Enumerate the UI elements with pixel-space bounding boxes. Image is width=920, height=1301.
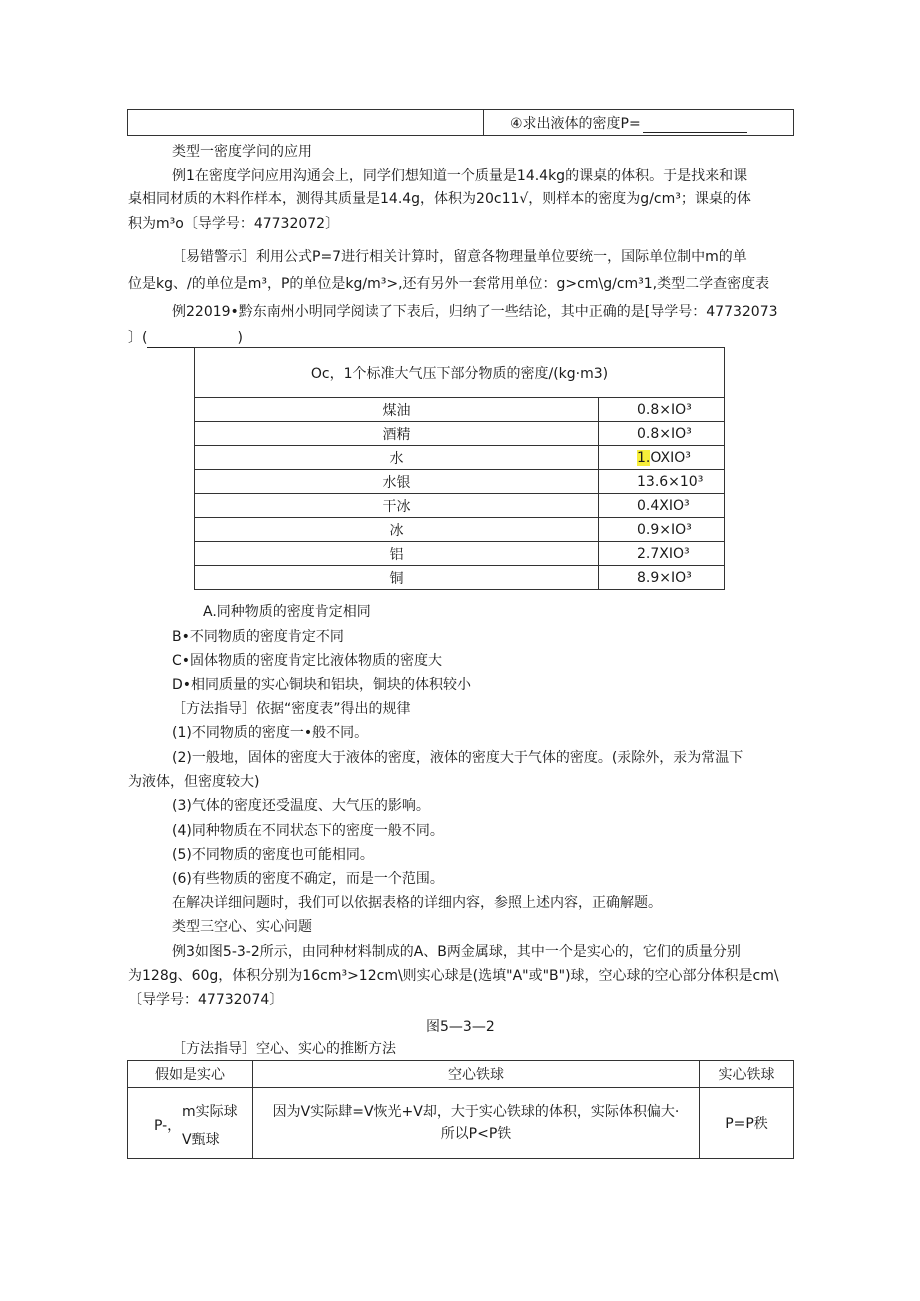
density-formula — [128, 1088, 253, 1159]
table-row: 水银 13.6×10³ — [195, 470, 725, 494]
answer-blank — [147, 333, 237, 348]
type1-heading: 类型一密度学问的应用 — [172, 144, 312, 160]
method-table-col1: 假如是实心 — [128, 1061, 253, 1088]
method1-item-2-cont: 为液体，但密度较大) — [128, 774, 260, 790]
table-row: 冰 0.9×IO³ — [195, 518, 725, 542]
example3-line2: 为128g、60g，体积分别为16cm³>12cm\则实心球是(选填"A"或"B")球，空心球的空心部分体积是cm\ — [128, 968, 779, 984]
top-table — [127, 109, 794, 136]
method-table-col3: 实心铁球 — [700, 1061, 794, 1088]
example1-line1: 例1在密度学问应用沟通会上，同学们想知道一个质量是14.4kg的课桌的体积。于是找来和课 — [172, 168, 748, 184]
example2-line2: 〕( ) — [128, 330, 243, 346]
top-table-cell-empty — [128, 110, 484, 136]
method1-heading: ［方法指导］依据“密度表”得出的规律 — [172, 701, 411, 717]
example3-line3: 〔导学号：47732074〕 — [128, 992, 284, 1008]
highlight-mark: 1. — [637, 449, 651, 466]
table-row: 铜 8.9×IO³ — [195, 566, 725, 590]
solid-result: P=P秩 — [700, 1088, 794, 1159]
answer-blank — [643, 118, 747, 133]
option-b: B•不同物质的密度肯定不同 — [172, 629, 344, 645]
warning-line2: 位是kg、/的单位是m³，P的单位是kg∕m³>,还有另外一套常用单位：g>cm\g∕cm³1,类型二学查密度表 — [128, 276, 770, 292]
table-row: 干冰 0.4XIO³ — [195, 494, 725, 518]
option-c: C•固体物质的密度肯定比液体物质的密度大 — [172, 653, 443, 669]
formula-p: P-， — [154, 1118, 182, 1134]
method-table — [127, 1060, 794, 1159]
method1-item-4: (4)同种物质在不同状态下的密度一般不同。 — [172, 823, 444, 839]
method1-item-1: (1)不同物质的密度一•般不同。 — [172, 725, 369, 741]
top-table-cell-question: ④求出液体的密度P= — [484, 110, 794, 136]
example1-line3: 积为m³o〔导学号：47732072〕 — [128, 216, 340, 232]
table-row: 水 1.OXIO³ — [195, 446, 725, 470]
method1-item-5: (5)不同物质的密度也可能相同。 — [172, 847, 374, 863]
density-table — [194, 347, 725, 590]
example3-line1: 例3如图5-3-2所示，由同种材料制成的A、B两金属球，其中一个是实心的，它们的质量分别 — [172, 944, 741, 960]
density-table-header: Oc，1个标准大气压下部分物质的密度/(kg·m3) — [195, 348, 725, 398]
method1-summary: 在解决详细问题时，我们可以依据表格的详细内容，参照上述内容，正确解题。 — [172, 895, 662, 911]
method2-heading: ［方法指导］空心、实心的推断方法 — [172, 1041, 396, 1057]
formula-m: m实际球 — [182, 1104, 238, 1120]
formula-v: V甄球 — [182, 1132, 220, 1148]
table-row: 铝 2.7XIO³ — [195, 542, 725, 566]
type3-heading: 类型三空心、实心问题 — [172, 919, 312, 935]
method1-item-2: (2)一般地，固体的密度大于液体的密度，液体的密度大于气体的密度。(汞除外，汞为常温下 — [172, 750, 744, 766]
example1-line2: 桌相同材质的木料作样本，测得其质量是14.4g，体积为20c11√，则样本的密度为g/cm³；课桌的体 — [128, 191, 751, 207]
method-table-col2: 空心铁球 — [253, 1061, 700, 1088]
table-row: 酒精 0.8×IO³ — [195, 422, 725, 446]
warning-line1: ［易错警示］利用公式P=7进行相关计算时，留意各物理量单位要统一，国际单位制中m的单 — [172, 249, 747, 265]
option-a: A.同种物质的密度肯定相同 — [203, 604, 371, 620]
method1-item-3: (3)气体的密度还受温度、大气压的影响。 — [172, 798, 430, 814]
method1-item-6: (6)有些物质的密度不确定，而是一个范围。 — [172, 871, 444, 887]
example2-line1: 例22019•黔东南州小明同学阅读了下表后，归纳了一些结论，其中正确的是[导学号：47732073 — [172, 304, 778, 320]
figure-caption: 图5—3—2 — [426, 1019, 495, 1035]
option-d: D•相同质量的实心铜块和铝块，铜块的体积较小 — [172, 677, 472, 693]
table-row: 煤油 0.8×IO³ — [195, 398, 725, 422]
hollow-reason: 因为V实际肆=V恢光+V却，大于实心铁球的体积，实际体积偏大· 所以P<P铁 — [253, 1088, 700, 1159]
